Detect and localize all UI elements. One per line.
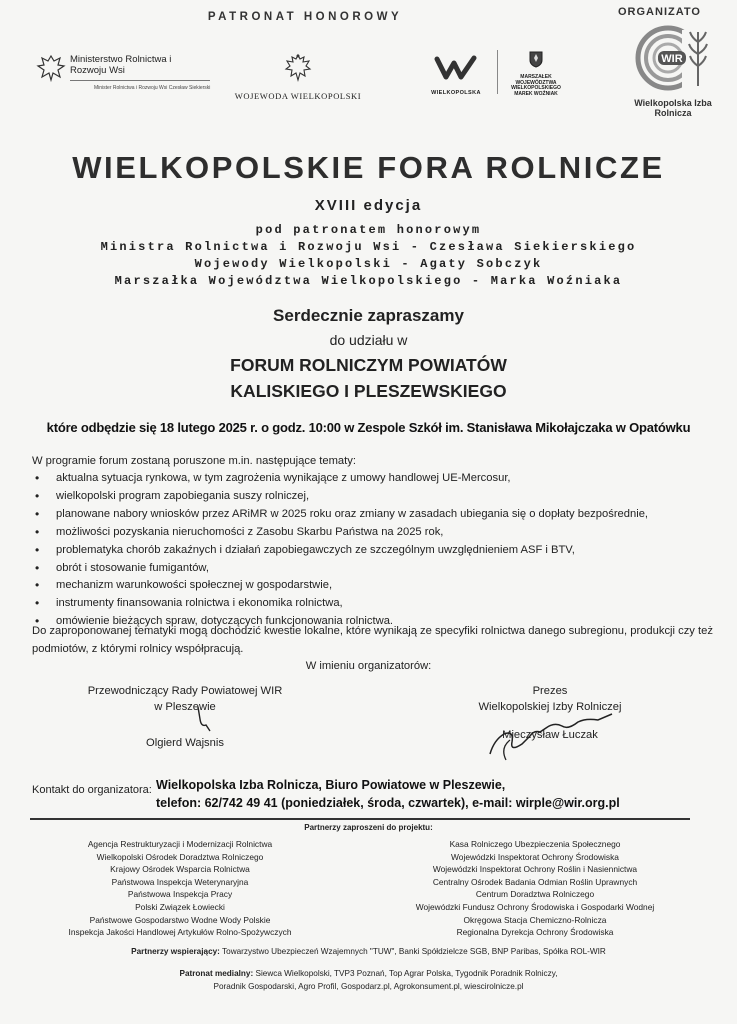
list-item: Wojewódzki Fundusz Ochrony Środowiska i Gospodarki Wodnej (415, 901, 655, 912)
contact-phone-email: telefon: 62/742 49 41 (poniedziałek, środa, czwartek), e-mail: wirple@wir.org.pl (156, 796, 620, 810)
list-item: • mechanizm warunkowości społecznej w gospodarstwie, (32, 577, 648, 595)
voivode-logo (228, 52, 368, 101)
list-item: Kasa Rolniczego Ubezpieczenia Społecznego (449, 839, 621, 849)
invite-heading: Serdecznie zapraszamy (273, 306, 464, 325)
list-item: • planowane nabory wniosków przez ARiMR w 2025 roku oraz zmiany w zasadach ubiegania się o dopłaty bezpośrednie, (32, 506, 648, 524)
list-item: Krajowy Ośrodek Wsparcia Rolnictwa (110, 864, 250, 875)
patronat-heading: PATRONAT HONOROWY (207, 11, 403, 23)
list-item: • wielkopolski program zapobiegania suszy rolniczej, (32, 488, 648, 506)
list-item: Agencja Restrukturyzacji i Modernizacji Rolnictwa (87, 839, 273, 849)
media-line2: Poradnik Gospodarski, Agro Profil, Gospodarz.pl, Agrokonsument.pl, wiescirolnicze.pl (213, 982, 524, 991)
marshal-caption: MARSZAŁEK WOJEWÓDZTWA WIELKOPOLSKIEGO MAREK WOŹNIAK (511, 74, 561, 97)
organizer-heading: ORGANIZATO (618, 6, 701, 18)
contact-office: Wielkopolska Izba Rolnicza, Biuro Powiatowe w Pleszewie, (156, 778, 506, 792)
signature-left-title: Przewodniczący Rady Powiatowej WIR (87, 685, 283, 697)
handwritten-signature-right (480, 700, 620, 762)
edition-label: XVIII edycja (314, 197, 423, 214)
invite-subheading: do udziału w (329, 332, 408, 348)
list-item: Państwowa Inspekcja Pracy (127, 889, 233, 900)
list-item: • aktualna sytuacja rynkowa, w tym zagrożenia wynikające z umowy handlowej UE-Mercosur, (32, 470, 648, 488)
signature-left-name: Olgierd Wajsnis (146, 737, 224, 749)
list-item: Wojewódzki Inspektorat Ochrony Środowiska (451, 851, 619, 862)
supporting-partners (0, 947, 737, 956)
marshal-logo (504, 50, 568, 97)
voivode-caption: WOJEWODA WIELKOPOLSKI (234, 91, 362, 101)
signature-right-org: Wielkopolskiej Izby Rolniczej (478, 701, 622, 713)
region-caption: WIELKOPOLSKA (431, 90, 481, 96)
wir-logo (628, 22, 718, 118)
marshal-shield-icon (528, 50, 544, 68)
program-intro: W programie forum zostaną poruszone m.in. następujące tematy: (32, 455, 356, 467)
partners-list-left (30, 838, 330, 939)
wir-badge-text: WIR (661, 53, 683, 65)
topic-list (32, 470, 648, 631)
list-item: Wielkopolski Ośrodek Doradztwa Rolniczego (96, 851, 264, 862)
handwritten-signature-left (192, 705, 222, 735)
media-line1: Siewca Wielkopolski, TVP3 Poznań, Top Agrar Polska, Tygodnik Poradnik Rolniczy, (255, 969, 558, 978)
patrons-intro: pod patronatem honorowym (255, 223, 482, 237)
list-item: Regionalna Dyrekcja Ochrony Środowiska (456, 927, 614, 938)
list-item: • możliwości pozyskania nieruchomości z Zasobu Skarbu Państwa na 2025 rok, (32, 524, 648, 542)
signature-left (70, 683, 300, 751)
signature-left-place: w Pleszewie (154, 701, 216, 713)
supporters-text: Towarzystwo Ubezpieczeń Wzajemnych "TUW", Banki Spółdzielcze SGB, BNP Paribas, Spółka ROL-WIR (222, 947, 606, 956)
list-item: • instrumenty finansowania rolnictwa i ekonomika rolnictwa, (32, 595, 648, 613)
list-item: Centrum Doradztwa Rolniczego (475, 889, 595, 900)
wir-caption: Wielkopolska Izba Rolnicza (634, 98, 712, 118)
signature-right-name: Mieczysław Łuczak (502, 729, 598, 741)
region-logo (420, 55, 492, 96)
ministry-name: Ministerstwo Rolnictwa i Rozwoju Wsi (70, 54, 172, 76)
list-item: Państwowa Inspekcja Weterynaryjna (111, 876, 249, 887)
behalf-label: W imieniu organizatorów: (305, 660, 432, 672)
media-label: Patronat medialny: (179, 969, 254, 978)
forum-name-line1: FORUM ROLNICZYM POWIATÓW (230, 355, 507, 375)
patron-voivode: Wojewody Wielkopolski - Agaty Sobczyk (194, 257, 543, 271)
partners-list-right (385, 838, 685, 939)
ministry-divider (70, 80, 210, 81)
eagle-crest-icon (36, 54, 66, 82)
ministry-minister: Minister Rolnictwa i Rozwoju Wsi Czesław Siekierski (94, 85, 211, 91)
list-item: Państwowe Gospodarstwo Wodne Wody Polskie (89, 914, 271, 925)
media-patronage (0, 967, 737, 993)
w-mark-icon (434, 55, 478, 81)
contact-label: Kontakt do organizatora: (32, 784, 152, 796)
signature-right-title: Prezes (532, 685, 568, 697)
section-divider (30, 818, 690, 820)
list-item: • obrót i stosowanie fumigantów, (32, 560, 648, 578)
list-item: Polski Związek Łowiecki (135, 901, 225, 912)
partners-heading: Partnerzy zaproszeni do projektu: (304, 823, 433, 832)
list-item: • omówienie bieżących spraw, dotyczących funkcjonowania rolnictwa. (32, 613, 648, 631)
patron-marshal: Marszałka Województwa Wielkopolskiego - Marka Woźniaka (114, 274, 623, 288)
supporters-label: Partnerzy wspierający: (131, 947, 220, 956)
wir-emblem-icon (632, 22, 714, 92)
local-issues-note: Do zaproponowanej tematyki mogą dochodzić kwestie lokalne, które wynikają ze specyfiki rolnictwa danego subregionu, produkcji czy też podmiotów, z którymi rolnicy współpracują. (32, 625, 713, 655)
list-item: Centralny Ośrodek Badania Odmian Roślin Uprawnych (432, 876, 638, 887)
forum-name (0, 352, 737, 404)
logo-divider (497, 50, 498, 94)
event-date-place: które odbędzie się 18 lutego 2025 r. o godz. 10:00 w Zespole Szkół im. Stanisława Mikołajczaka w Opatówku (46, 420, 691, 435)
list-item: Inspekcja Jakości Handlowej Artykułów Rolno-Spożywczych (68, 927, 292, 938)
forum-name-line2: KALISKIEGO I PLESZEWSKIEGO (230, 381, 507, 401)
list-item: • problematyka chorób zakaźnych i działań zapobiegawczych ze szczególnym uwzględnieniem ASF i BTV, (32, 542, 648, 560)
voivode-eagle-icon (283, 52, 313, 84)
honorary-patrons (0, 222, 737, 290)
page-title: WIELKOPOLSKIE FORA ROLNICZE (72, 150, 665, 185)
list-item: Wojewódzki Inspektorat Ochrony Roślin i Nasiennictwa (432, 864, 638, 875)
patron-minister: Ministra Rolnictwa i Rozwoju Wsi - Czesława Siekierskiego (100, 240, 637, 254)
list-item: Okręgowa Stacja Chemiczno-Rolnicza (463, 914, 607, 925)
